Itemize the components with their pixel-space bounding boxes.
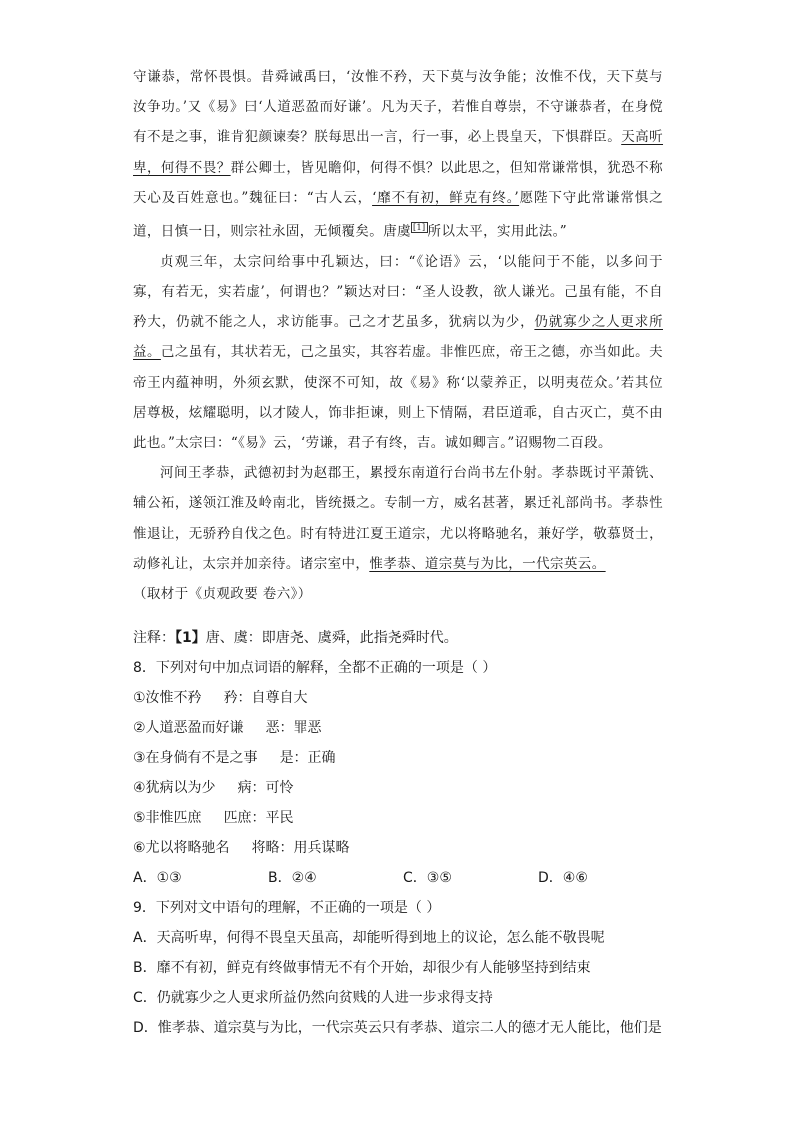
option-c[interactable]: C．仍就寡少之人更求所益仍然向贫贱的人进一步求得支持 xyxy=(133,990,493,1006)
passage-paragraph-3 xyxy=(133,458,663,579)
paragraph-text: 贞观三年，太宗问给事中孔颖达，曰：“《论语》云，‘以能问于不能，以多问于寡，有若无，实若虚’，何谓也？”颖达对曰：“圣人设教，欲人谦光。己虽有能，不自矜大，仍就不能之人，求访能事。己之才艺虽多，犹病以为少， xyxy=(133,253,663,331)
questions-section xyxy=(133,623,673,1043)
item-gloss: 病：可怜 xyxy=(237,780,294,796)
source-citation: （取材于《贞观政要 卷六》） xyxy=(133,585,312,602)
underlined-sentence: 仍就寡少之人更求所益。 xyxy=(133,314,663,361)
passage-paragraph-2 xyxy=(133,247,663,458)
paragraph-text: 愿陛下守此常谦常惧之道，日慎一日，则宗社永固，无倾覆矣。唐虞 xyxy=(133,189,664,240)
question-8-item xyxy=(133,713,673,743)
item-phrase: ②人道恶盈而好谦 xyxy=(133,720,244,736)
item-gloss: 恶：罪恶 xyxy=(265,720,322,736)
item-phrase: ③在身倘有不是之事 xyxy=(133,750,258,766)
question-8-item xyxy=(133,773,673,803)
option-d[interactable]: D．④⑥ xyxy=(538,870,588,886)
footnote-marker: [1] xyxy=(413,223,426,233)
question-8-item xyxy=(133,743,673,773)
option-a[interactable]: A．天高听卑，何得不畏皇天虽高，却能听得到地上的议论，怎么能不敬畏呢 xyxy=(133,930,605,946)
question-8-options xyxy=(133,863,673,893)
question-8-item xyxy=(133,803,673,833)
option-b[interactable]: B．靡不有初，鲜克有终做事情无不有个开始，却很少有人能够坚持到结束 xyxy=(133,960,591,976)
paragraph-text: 河间王孝恭，武德初封为赵郡王，累授东南道行台尚书左仆射。孝恭既讨平萧铣、辅公祏，遂领江淮及岭南北，皆统摄之。专制一方，威名甚著，累迁礼部尚书。孝恭性惟退让，无骄矜自伐之色。时有特进江夏王道宗，尤以将略驰名，兼好学，敬慕贤士，动修礼让，太宗并加亲待。诸宗室中， xyxy=(133,465,663,572)
underlined-sentence: 惟孝恭、道宗莫与为比，一代宗英云。 xyxy=(369,555,606,572)
paragraph-text: 守谦恭，常怀畏惧。昔舜诫禹曰，‘汝惟不矜，天下莫与汝争能；汝惟不伐，天下莫与汝争功。’又《易》曰‘人道恶盈而好谦’。凡为天子，若惟自尊崇，不守谦恭者，在身傥有不是之事，谁肯犯颜谏奏？朕每思出一言，行一事，必上畏皇天，下惧群臣。 xyxy=(133,69,663,146)
question-8-item xyxy=(133,683,673,713)
question-9-stem: 9．下列对文中语句的理解，不正确的一项是（ ） xyxy=(133,900,441,916)
option-d[interactable]: D．惟孝恭、道宗莫与为比，一代宗英云只有孝恭、道宗二人的德才无人能比，他们是 xyxy=(133,1020,662,1036)
item-phrase: ④犹病以为少 xyxy=(133,780,216,796)
question-8-item xyxy=(133,833,673,863)
note-marker: 【1】 xyxy=(175,630,206,646)
paragraph-text: 己之虽有，其状若无，己之虽实，其容若虚。非惟匹庶，帝王之德，亦当如此。夫帝王内蕴神明，外须玄默，使深不可知，故《易》称‘以蒙养正，以明夷莅众。’若其位居尊极，炫耀聪明，以才陵人，饰非拒谏，则上下情隔，君臣道乖，自古灭亡，莫不由此也。”太宗曰：“《易》云，‘劳谦，君子有终，吉。诚如卿言。”诏赐物二百段。 xyxy=(133,344,663,451)
note-text: 唐、虞：即唐尧、虞舜，此指尧舜时代。 xyxy=(205,630,458,646)
question-8-stem: 8．下列对句中加点词语的解释，全都不正确的一项是（ ） xyxy=(133,660,497,676)
underlined-sentence: 天高听卑，何得不畏？ xyxy=(133,129,664,176)
annotation-note xyxy=(133,623,673,653)
paragraph-text: 群公卿士，皆见瞻仰，何得不惧？以此思之，但知常谦常惧，犹恐不称天心及百姓意也。”魏征曰：“古人云， xyxy=(133,159,663,206)
option-b[interactable]: B．②④ xyxy=(268,870,317,886)
item-gloss: 是：正确 xyxy=(279,750,336,766)
item-phrase: ⑥尤以将略驰名 xyxy=(133,840,230,856)
item-gloss: 匹庶：平民 xyxy=(223,810,294,826)
item-gloss: 将略：用兵谋略 xyxy=(251,840,350,856)
note-label: 注释： xyxy=(133,630,175,646)
classical-chinese-passage xyxy=(133,62,663,609)
paragraph-text: 所以太平，实用此法。” xyxy=(427,223,568,240)
option-c[interactable]: C．③⑤ xyxy=(403,870,452,886)
underlined-sentence: ‘靡不有初，鲜克有终。’ xyxy=(372,189,520,206)
passage-paragraph-1 xyxy=(133,62,663,247)
item-gloss: 矜：自尊自大 xyxy=(223,690,308,706)
item-phrase: ⑤非惟匹庶 xyxy=(133,810,202,826)
item-phrase: ①汝惟不矜 xyxy=(133,690,202,706)
option-a[interactable]: A．①③ xyxy=(133,870,182,886)
